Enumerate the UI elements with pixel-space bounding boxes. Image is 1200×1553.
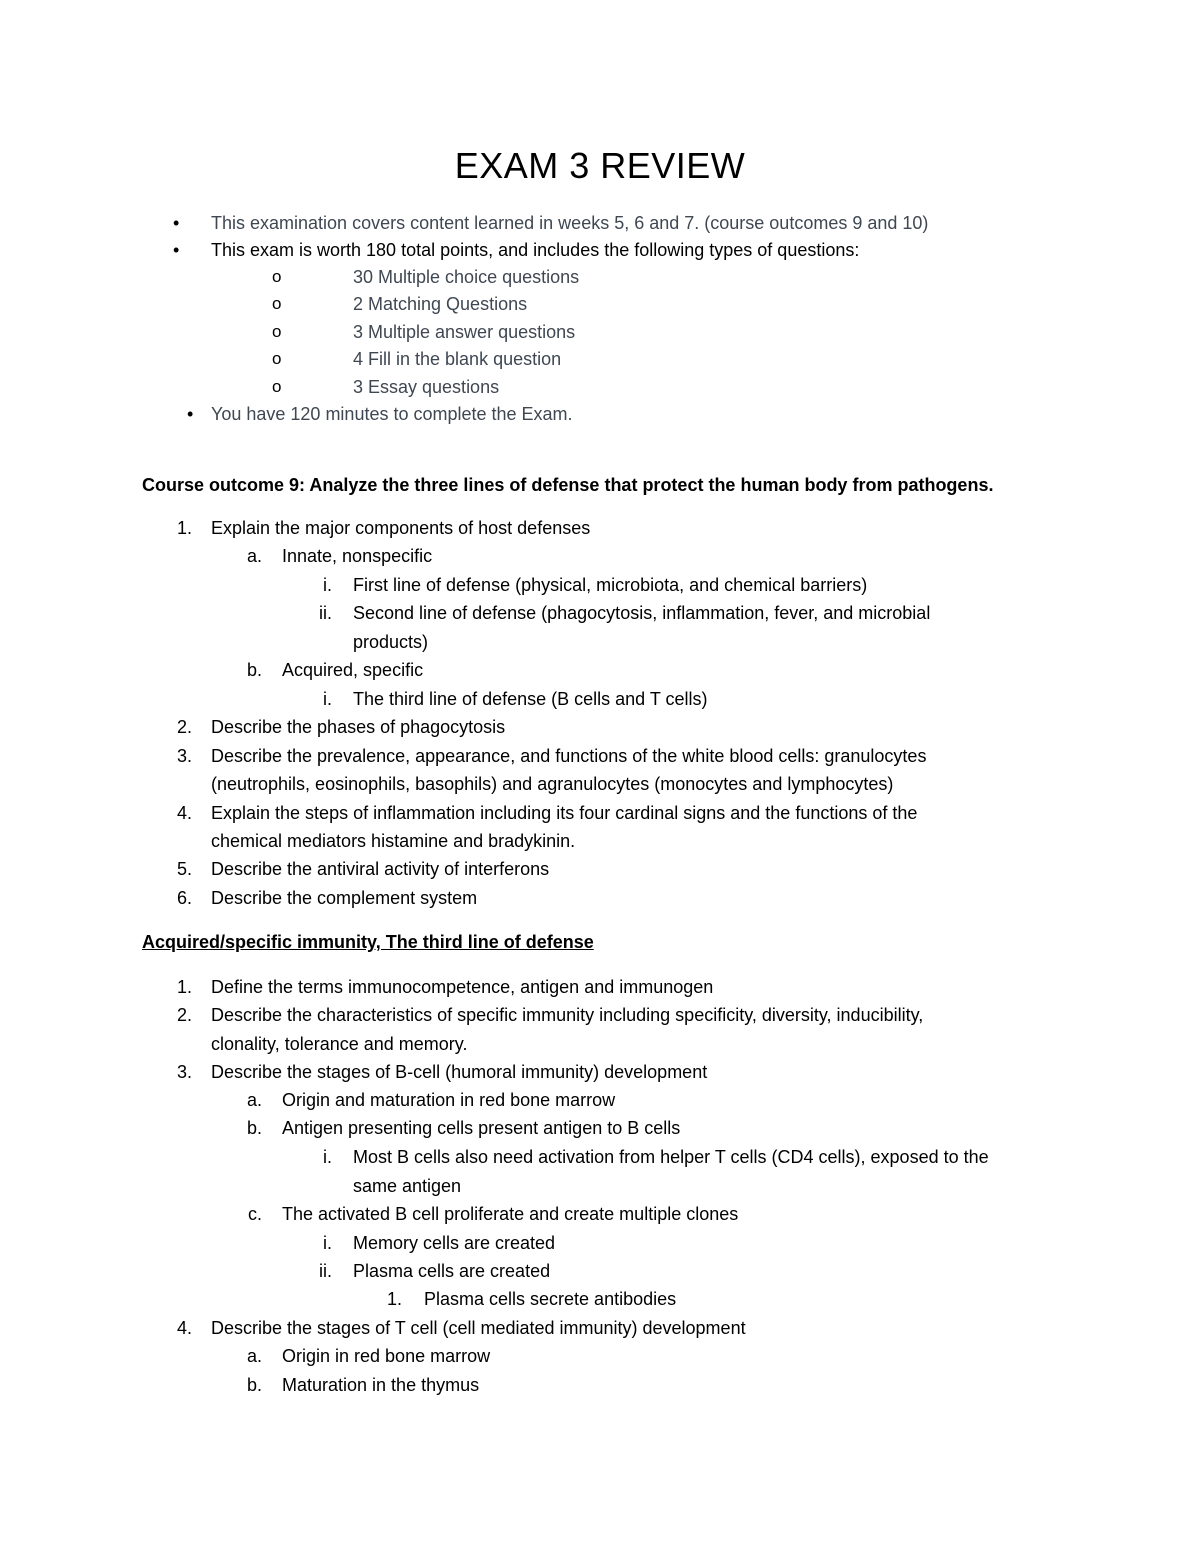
list-marker: b. — [246, 660, 262, 680]
list-marker: 3. — [176, 1062, 192, 1082]
acquired-item-3cii1: Plasma cells secrete antibodies — [424, 1289, 677, 1309]
list-marker: ii. — [319, 1261, 332, 1281]
bullet-dot: • — [187, 404, 194, 424]
sub-bullet-marker: o — [272, 322, 282, 341]
outcome9-item-4: Explain the steps of inflammation including its four cardinal signs and the functions of the — [211, 803, 918, 823]
list-marker: 3. — [176, 746, 192, 766]
list-marker: a. — [246, 1090, 262, 1110]
list-marker: i. — [323, 1233, 332, 1253]
list-marker: 6. — [176, 888, 192, 908]
acquired-item-3cii: Plasma cells are created — [353, 1261, 551, 1281]
list-marker: a. — [246, 546, 262, 566]
list-marker: 1. — [386, 1289, 402, 1309]
acquired-item-4: Describe the stages of T cell (cell mediated immunity) development — [211, 1318, 746, 1338]
acquired-item-4b: Maturation in the thymus — [282, 1375, 480, 1395]
outcome9-item-1b: Acquired, specific — [282, 660, 424, 680]
list-marker: i. — [323, 1147, 332, 1167]
acquired-item-4a: Origin in red bone marrow — [282, 1346, 491, 1366]
acquired-item-1: Define the terms immunocompetence, antigen and immunogen — [211, 977, 714, 997]
acquired-item-3a: Origin and maturation in red bone marrow — [282, 1090, 616, 1110]
outcome9-heading: Course outcome 9: Analyze the three lines of defense that protect the human body from pathogens. — [142, 475, 994, 495]
outcome9-item-2: Describe the phases of phagocytosis — [211, 717, 506, 737]
list-marker: 4. — [176, 1318, 192, 1338]
question-type-5: 3 Essay questions — [353, 377, 500, 397]
bullet-dot: • — [173, 213, 180, 233]
outcome9-item-6: Describe the complement system — [211, 888, 478, 908]
outcome9-item-1a: Innate, nonspecific — [282, 546, 433, 566]
list-marker: 1. — [176, 518, 192, 538]
bullet-dot: • — [173, 240, 180, 260]
page-title: EXAM 3 REVIEW — [454, 145, 746, 186]
list-marker: 4. — [176, 803, 192, 823]
list-marker: 5. — [176, 859, 192, 879]
question-type-4: 4 Fill in the blank question — [353, 349, 562, 369]
outcome9-item-5: Describe the antiviral activity of interferons — [211, 859, 550, 879]
sub-bullet-marker: o — [272, 267, 282, 286]
acquired-item-3b: Antigen presenting cells present antigen to B cells — [282, 1118, 681, 1138]
outcome9-item-1bi: The third line of defense (B cells and T cells) — [353, 689, 708, 709]
intro-bullet-2: This exam is worth 180 total points, and includes the following types of questions: — [211, 240, 860, 260]
outcome9-item-4-cont: chemical mediators histamine and bradykinin. — [211, 831, 576, 851]
list-marker: 1. — [176, 977, 192, 997]
list-marker: c. — [247, 1204, 262, 1224]
outcome9-item-1: Explain the major components of host defenses — [211, 518, 591, 538]
question-type-2: 2 Matching Questions — [353, 294, 528, 314]
sub-bullet-marker: o — [272, 377, 282, 396]
acquired-item-2-cont: clonality, tolerance and memory. — [211, 1034, 468, 1054]
list-marker: ii. — [319, 603, 332, 623]
acquired-item-3bi-cont: same antigen — [353, 1176, 462, 1196]
list-marker: i. — [323, 689, 332, 709]
sub-bullet-marker: o — [272, 349, 282, 368]
time-bullet: You have 120 minutes to complete the Exam. — [211, 404, 573, 424]
acquired-item-3c: The activated B cell proliferate and create multiple clones — [282, 1204, 739, 1224]
sub-bullet-marker: o — [272, 294, 282, 313]
list-marker: 2. — [176, 1005, 192, 1025]
question-type-3: 3 Multiple answer questions — [353, 322, 576, 342]
list-marker: b. — [246, 1375, 262, 1395]
question-type-1: 30 Multiple choice questions — [353, 267, 580, 287]
outcome9-item-1aii: Second line of defense (phagocytosis, inflammation, fever, and microbial — [353, 603, 931, 623]
list-marker: 2. — [176, 717, 192, 737]
acquired-item-3bi: Most B cells also need activation from helper T cells (CD4 cells), exposed to the — [353, 1147, 989, 1167]
list-marker: i. — [323, 575, 332, 595]
acquired-heading: Acquired/specific immunity, The third line of defense — [142, 932, 594, 952]
intro-bullet-1: This examination covers content learned in weeks 5, 6 and 7. (course outcomes 9 and 10) — [211, 213, 929, 233]
list-marker: a. — [246, 1346, 262, 1366]
outcome9-item-1aii-cont: products) — [353, 632, 429, 652]
outcome9-item-3: Describe the prevalence, appearance, and functions of the white blood cells: granulocytes — [211, 746, 927, 766]
acquired-item-2: Describe the characteristics of specific immunity including specificity, diversity, inducibility, — [211, 1005, 924, 1025]
outcome9-item-1ai: First line of defense (physical, microbiota, and chemical barriers) — [353, 575, 868, 595]
list-marker: b. — [246, 1118, 262, 1138]
acquired-item-3ci: Memory cells are created — [353, 1233, 556, 1253]
acquired-item-3: Describe the stages of B-cell (humoral immunity) development — [211, 1062, 708, 1082]
outcome9-item-3-cont: (neutrophils, eosinophils, basophils) and agranulocytes (monocytes and lymphocytes) — [211, 774, 894, 794]
